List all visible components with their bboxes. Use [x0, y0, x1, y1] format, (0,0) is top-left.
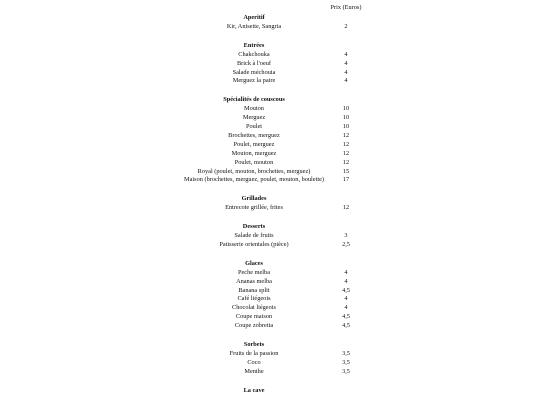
- menu-item-price: 4,5: [342, 322, 350, 330]
- menu-item-name: Royal (poulet, mouton, brochettes, merguez): [197, 167, 311, 175]
- menu-item-price: 12: [342, 204, 350, 212]
- menu-item-name: Ananas melba: [236, 277, 272, 285]
- menu-item-price: 4: [344, 50, 348, 58]
- menu-item-price: 12: [342, 158, 350, 166]
- menu-item-name: Fruits de la passion: [229, 349, 279, 357]
- menu-item-price: 4: [344, 59, 348, 67]
- menu-item-price: 15: [342, 167, 350, 175]
- menu-item-name: Menthe: [244, 367, 264, 375]
- menu-item-name: Merguez la paire: [232, 77, 276, 85]
- menu-item-price: 4: [344, 295, 348, 303]
- menu-item-name: Mouton, merguez: [231, 149, 277, 157]
- menu-item-price: 17: [342, 176, 350, 184]
- menu-item-price: 3,5: [342, 358, 350, 366]
- menu-item-price: 12: [342, 140, 350, 148]
- menu-item-name: Chakchouka: [238, 50, 270, 58]
- menu-item-price: 3,5: [342, 349, 350, 357]
- section-title-aperitif: Aperitif: [243, 14, 265, 21]
- menu-item-price: 10: [342, 123, 350, 130]
- menu-item-price: 12: [342, 131, 350, 139]
- price-column-header: Prix (Euros): [330, 4, 362, 11]
- menu-item-price: 10: [342, 105, 350, 113]
- menu-item-price: 12: [342, 149, 350, 157]
- menu-item-name: Café liégeois: [237, 295, 271, 303]
- section-title-glaces: Glaces: [245, 259, 263, 267]
- menu-item-name: Poulet, merguez: [233, 140, 275, 148]
- menu-item-name: Merguez: [242, 114, 266, 122]
- menu-item-name: Chocolat liégeois: [232, 304, 276, 312]
- menu-item-price: 4: [344, 268, 348, 276]
- section-title-specialites-de-couscous: Spécialités de couscous: [223, 96, 285, 104]
- menu-item-name: Salade méchouia: [232, 68, 276, 76]
- menu-item-price: 3,5: [342, 367, 350, 375]
- section-title-la-cave: La cave: [243, 386, 265, 394]
- menu-item-price: 2: [344, 22, 348, 30]
- menu-item-price: 4: [344, 277, 348, 285]
- menu-item-price: 4: [344, 77, 348, 85]
- menu-item-price: 4: [344, 68, 348, 76]
- section-title-grillades: Grillades: [241, 195, 267, 203]
- menu-item-name: Kir, Anisette, Sangria: [226, 22, 282, 30]
- menu-item-name: Coupe zobretta: [234, 322, 274, 330]
- menu-item-price: 4,5: [342, 313, 350, 321]
- menu-item-price: 4: [344, 304, 348, 312]
- menu-item-name: Brick à l'oeuf: [236, 59, 271, 67]
- section-title-sorbets: Sorbets: [243, 341, 265, 348]
- menu-item-name: Poulet: [245, 123, 263, 130]
- section-title-desserts: Desserts: [242, 223, 266, 231]
- menu-item-name: Coco: [247, 358, 261, 366]
- menu-item-name: Mouton: [244, 105, 264, 113]
- menu-item-price: 4,5: [342, 286, 350, 294]
- menu-item-name: Peche melba: [238, 268, 270, 276]
- menu-item-name: Banana split: [238, 286, 270, 294]
- menu-item-name: Coupe maison: [235, 313, 273, 321]
- menu-item-price: 3: [344, 232, 348, 239]
- section-title-entrees: Entrées: [243, 41, 265, 49]
- menu-item-name: Salade de fruits: [234, 232, 274, 239]
- menu-item-name: Brochettes, merguez: [228, 131, 280, 139]
- menu-item-name: Patisserie orientales (pièce): [219, 240, 289, 248]
- menu-item-price: 10: [342, 114, 350, 122]
- menu-item-name: Maison (brochettes, merguez, poulet, mouton, boulette): [184, 176, 324, 184]
- menu-item-price: 2,5: [342, 240, 350, 248]
- menu-item-name: Poulet, mouton: [234, 158, 274, 166]
- menu-item-name: Entrecote grillée, frites: [225, 204, 283, 212]
